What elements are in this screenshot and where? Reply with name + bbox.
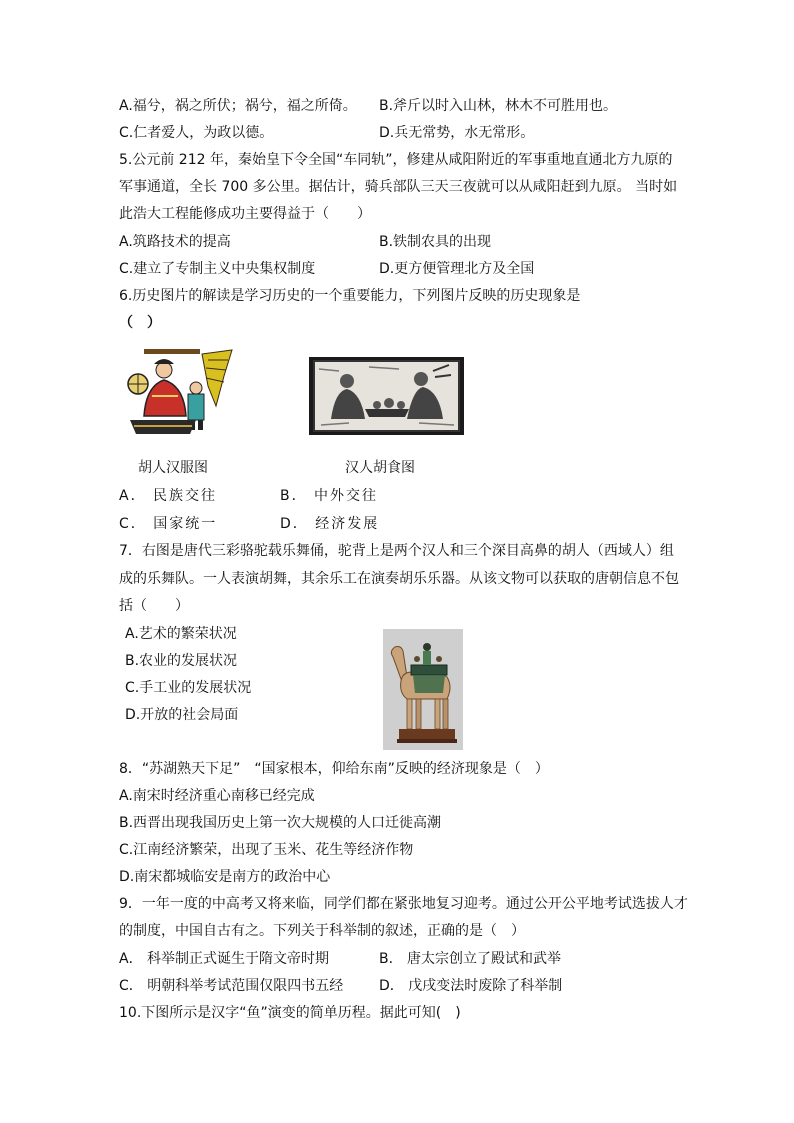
picture1-caption: 胡人汉服图	[138, 460, 208, 476]
q8-option-b: B.西晋出现我国历史上第一次大规模的人口迁徙高潮	[119, 815, 442, 831]
han-eating-hu-food-image	[309, 357, 464, 435]
q6-option-b: B． 中外交往	[280, 488, 379, 504]
q9-option-c: C． 明朝科举考试范围仅限四书五经	[119, 978, 344, 994]
picture2-caption: 汉人胡食图	[345, 460, 415, 476]
q6-option-a: A． 民族交往	[119, 488, 218, 504]
q9-stem-line2: 的制度，中国自古有之。下列关于科举制的叙述，正确的是（ ）	[119, 923, 525, 939]
q8-stem-line1: 8．“苏湖熟天下足” “国家根本，仰给东南”反映的经济现象是（ ）	[119, 761, 549, 777]
q4-option-b: B.斧斤以时入山林，林木不可胜用也。	[379, 98, 618, 114]
q4-option-c: C.仁者爱人，为政以德。	[119, 125, 274, 141]
q5-stem-line3: 此浩大工程能修成功主要得益于（ ）	[119, 206, 371, 222]
q5-stem-line2: 军事通道，全长 700 多公里。据估计，骑兵部队三天三夜就可以从咸阳赶到九原。 当时如	[119, 179, 678, 195]
q4-option-d: D.兵无常势，水无常形。	[379, 125, 535, 141]
q4-option-a: A.福兮，祸之所伏；祸兮，福之所倚。	[119, 98, 357, 114]
q8-option-a: A.南宋时经济重心南移已经完成	[119, 788, 315, 804]
q5-option-a: A.筑路技术的提高	[119, 234, 231, 250]
q6-stem-line2: （ ）	[119, 315, 161, 331]
q5-stem-line1: 5.公元前 212 年，秦始皇下令全国“车同轨”，修建从咸阳附近的军事重地直通北方九原的	[119, 152, 673, 168]
q6-option-c: C． 国家统一	[119, 516, 218, 532]
q7-option-d: D.开放的社会局面	[125, 707, 239, 723]
q7-option-c: C.手工业的发展状况	[125, 680, 252, 696]
q7-option-a: A.艺术的繁荣状况	[125, 626, 237, 642]
q9-option-a: A． 科举制正式诞生于隋文帝时期	[119, 951, 330, 967]
q5-option-c: C.建立了专制主义中央集权制度	[119, 261, 316, 277]
q7-stem-line2: 成的乐舞队。一人表演胡舞，其余乐工在演奏胡乐乐器。从该文物可以获取的唐朝信息不包	[119, 571, 679, 587]
q9-stem-line1: 9．一年一度的中高考又将来临，同学们都在紧张地复习迎考。通过公开公平地考试选拔人才	[119, 896, 688, 912]
q8-option-c: C.江南经济繁荣，出现了玉米、花生等经济作物	[119, 842, 414, 858]
q8-option-d: D.南宋都城临安是南方的政治中心	[119, 869, 331, 885]
q7-stem-line1: 7．右图是唐代三彩骆驼载乐舞俑，驼背上是两个汉人和三个深目高鼻的胡人（西域人）组	[119, 543, 674, 559]
tang-sancai-camel-image	[383, 629, 463, 750]
q6-option-d: D． 经济发展	[280, 516, 380, 532]
q7-stem-line3: 括（ ）	[119, 598, 189, 614]
q6-stem-line1: 6.历史图片的解读是学习历史的一个重要能力，下列图片反映的历史现象是	[119, 288, 581, 304]
q9-option-b: B． 唐太宗创立了殿试和武举	[379, 951, 562, 967]
q5-option-b: B.铁制农具的出现	[379, 234, 492, 250]
q5-option-d: D.更方便管理北方及全国	[379, 261, 535, 277]
hu-in-han-clothing-image	[124, 346, 234, 440]
q7-option-b: B.农业的发展状况	[125, 653, 238, 669]
q10-stem-line1: 10.下图所示是汉字“鱼”演变的简单历程。据此可知( )	[119, 1005, 461, 1021]
q9-option-d: D． 戊戌变法时废除了科举制	[379, 978, 563, 994]
